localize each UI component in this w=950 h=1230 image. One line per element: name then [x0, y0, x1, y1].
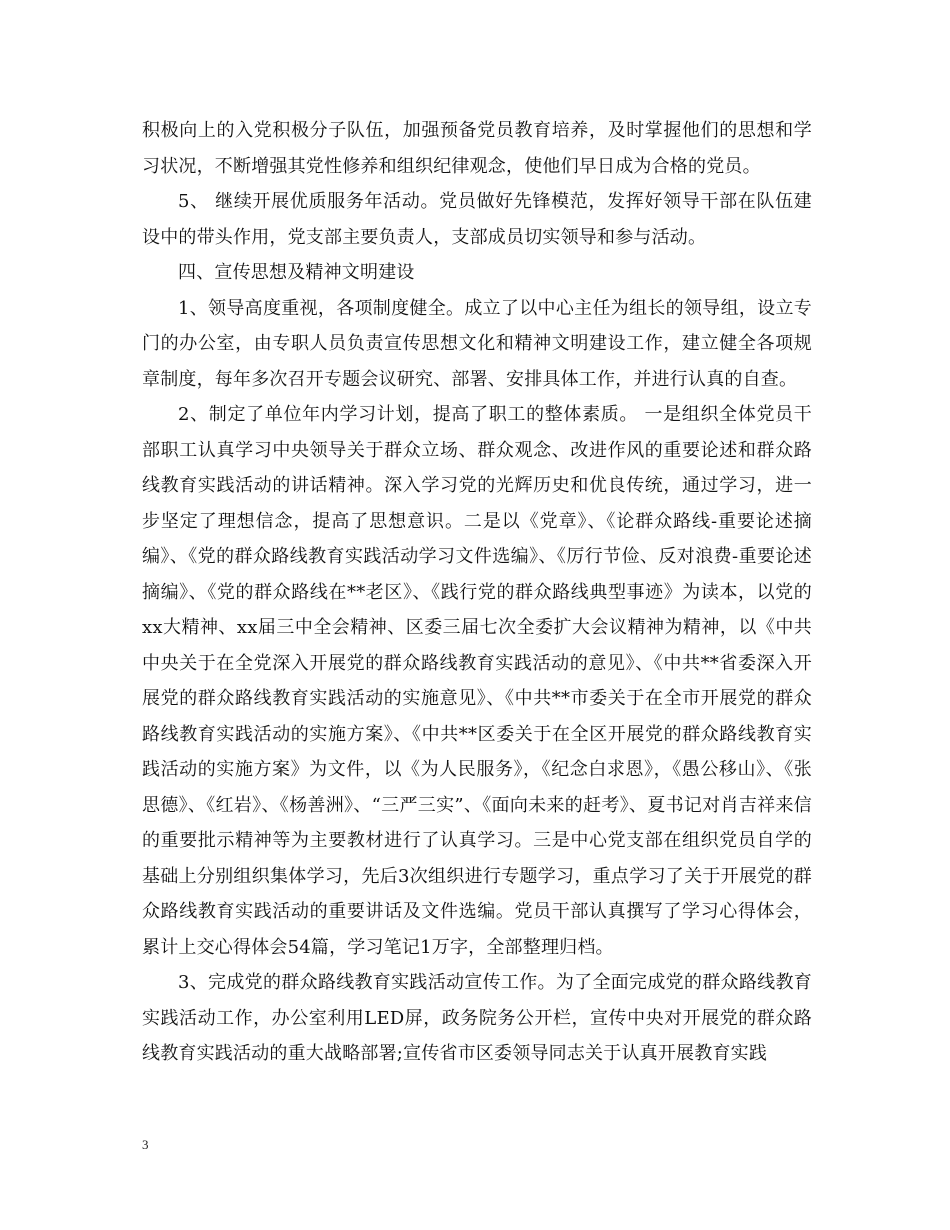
paragraph-item-3-publicity: 3、完成党的群众路线教育实践活动宣传工作。为了全面完成党的群众路线教育实践活动工作，办公室利用LED屏，政务院务公开栏，宣传中央对开展党的群众路线教育实践活动的重大战略部署;宣传省市区委领导同志关于认真开展教育实践 [142, 972, 812, 1064]
paragraph-item-2-study-plan: 2、制定了单位年内学习计划，提高了职工的整体素质。 一是组织全体党员干部职工认真学习中央领导关于群众立场、群众观念、改进作风的重要论述和群众路线教育实践活动的讲话精神。深入学习党的光辉历史和优良传统，通过学习，进一步坚定了理想信念，提高了思想意识。二是以《党章》、《论群众路线-重要论述摘编》、《党的群众路线教育实践活动学习文件选编》、《厉行节俭、反对浪费-重要论述摘编》、《党的群众路线在**老区》、《践行党的群众路线典型事迹》为读本，以党的xx大精神、xx届三中全会精神、区委三届七次全委扩大会议精神为精神，以《中共中央关于在全党深入开展党的群众路线教育实践活动的意见》、《中共**省委深入开展党的群众路线教育实践活动的实施意见》、《中共**市委关于在全市开展党的群众路线教育实践活动的实施方案》、《中共**区委关于在全区开展党的群众路线教育实践活动的实施方案》为文件，以《为人民服务》，《纪念白求恩》，《愚公移山》、《张思德》、《红岩》、《杨善洲》、“三严三实”、《面向未来的赶考》、夏书记对肖吉祥来信的重要批示精神等为主要教材进行了认真学习。三是中心党支部在组织党员自学的基础上分别组织集体学习，先后3次组织进行专题学习，重点学习了关于开展党的群众路线教育实践活动的重要讲话及文件选编。党员干部认真撰写了学习心得体会，累计上交心得体会54篇，学习笔记1万字，全部整理归档。 [142, 404, 812, 958]
paragraph-continued-activists: 积极向上的入党积极分子队伍，加强预备党员教育培养，及时掌握他们的思想和学习状况，不断增强其党性修养和组织纪律观念，使他们早日成为合格的党员。 [142, 120, 812, 177]
paragraph-item-1-leadership: 1、领导高度重视，各项制度健全。成立了以中心主任为组长的领导组，设立专门的办公室，由专职人员负责宣传思想文化和精神文明建设工作，建立健全各项规章制度，每年多次召开专题会议研究、部署、安排具体工作，并进行认真的自查。 [142, 297, 812, 390]
paragraph-item-5-service-year: 5、 继续开展优质服务年活动。党员做好先锋模范，发挥好领导干部在队伍建设中的带头作用，党支部主要负责人，支部成员切实领导和参与活动。 [142, 191, 812, 248]
page-number: 3 [142, 1137, 149, 1152]
section-heading-propaganda: 四、宣传思想及精神文明建设 [178, 262, 415, 283]
document-body [142, 113, 812, 1072]
